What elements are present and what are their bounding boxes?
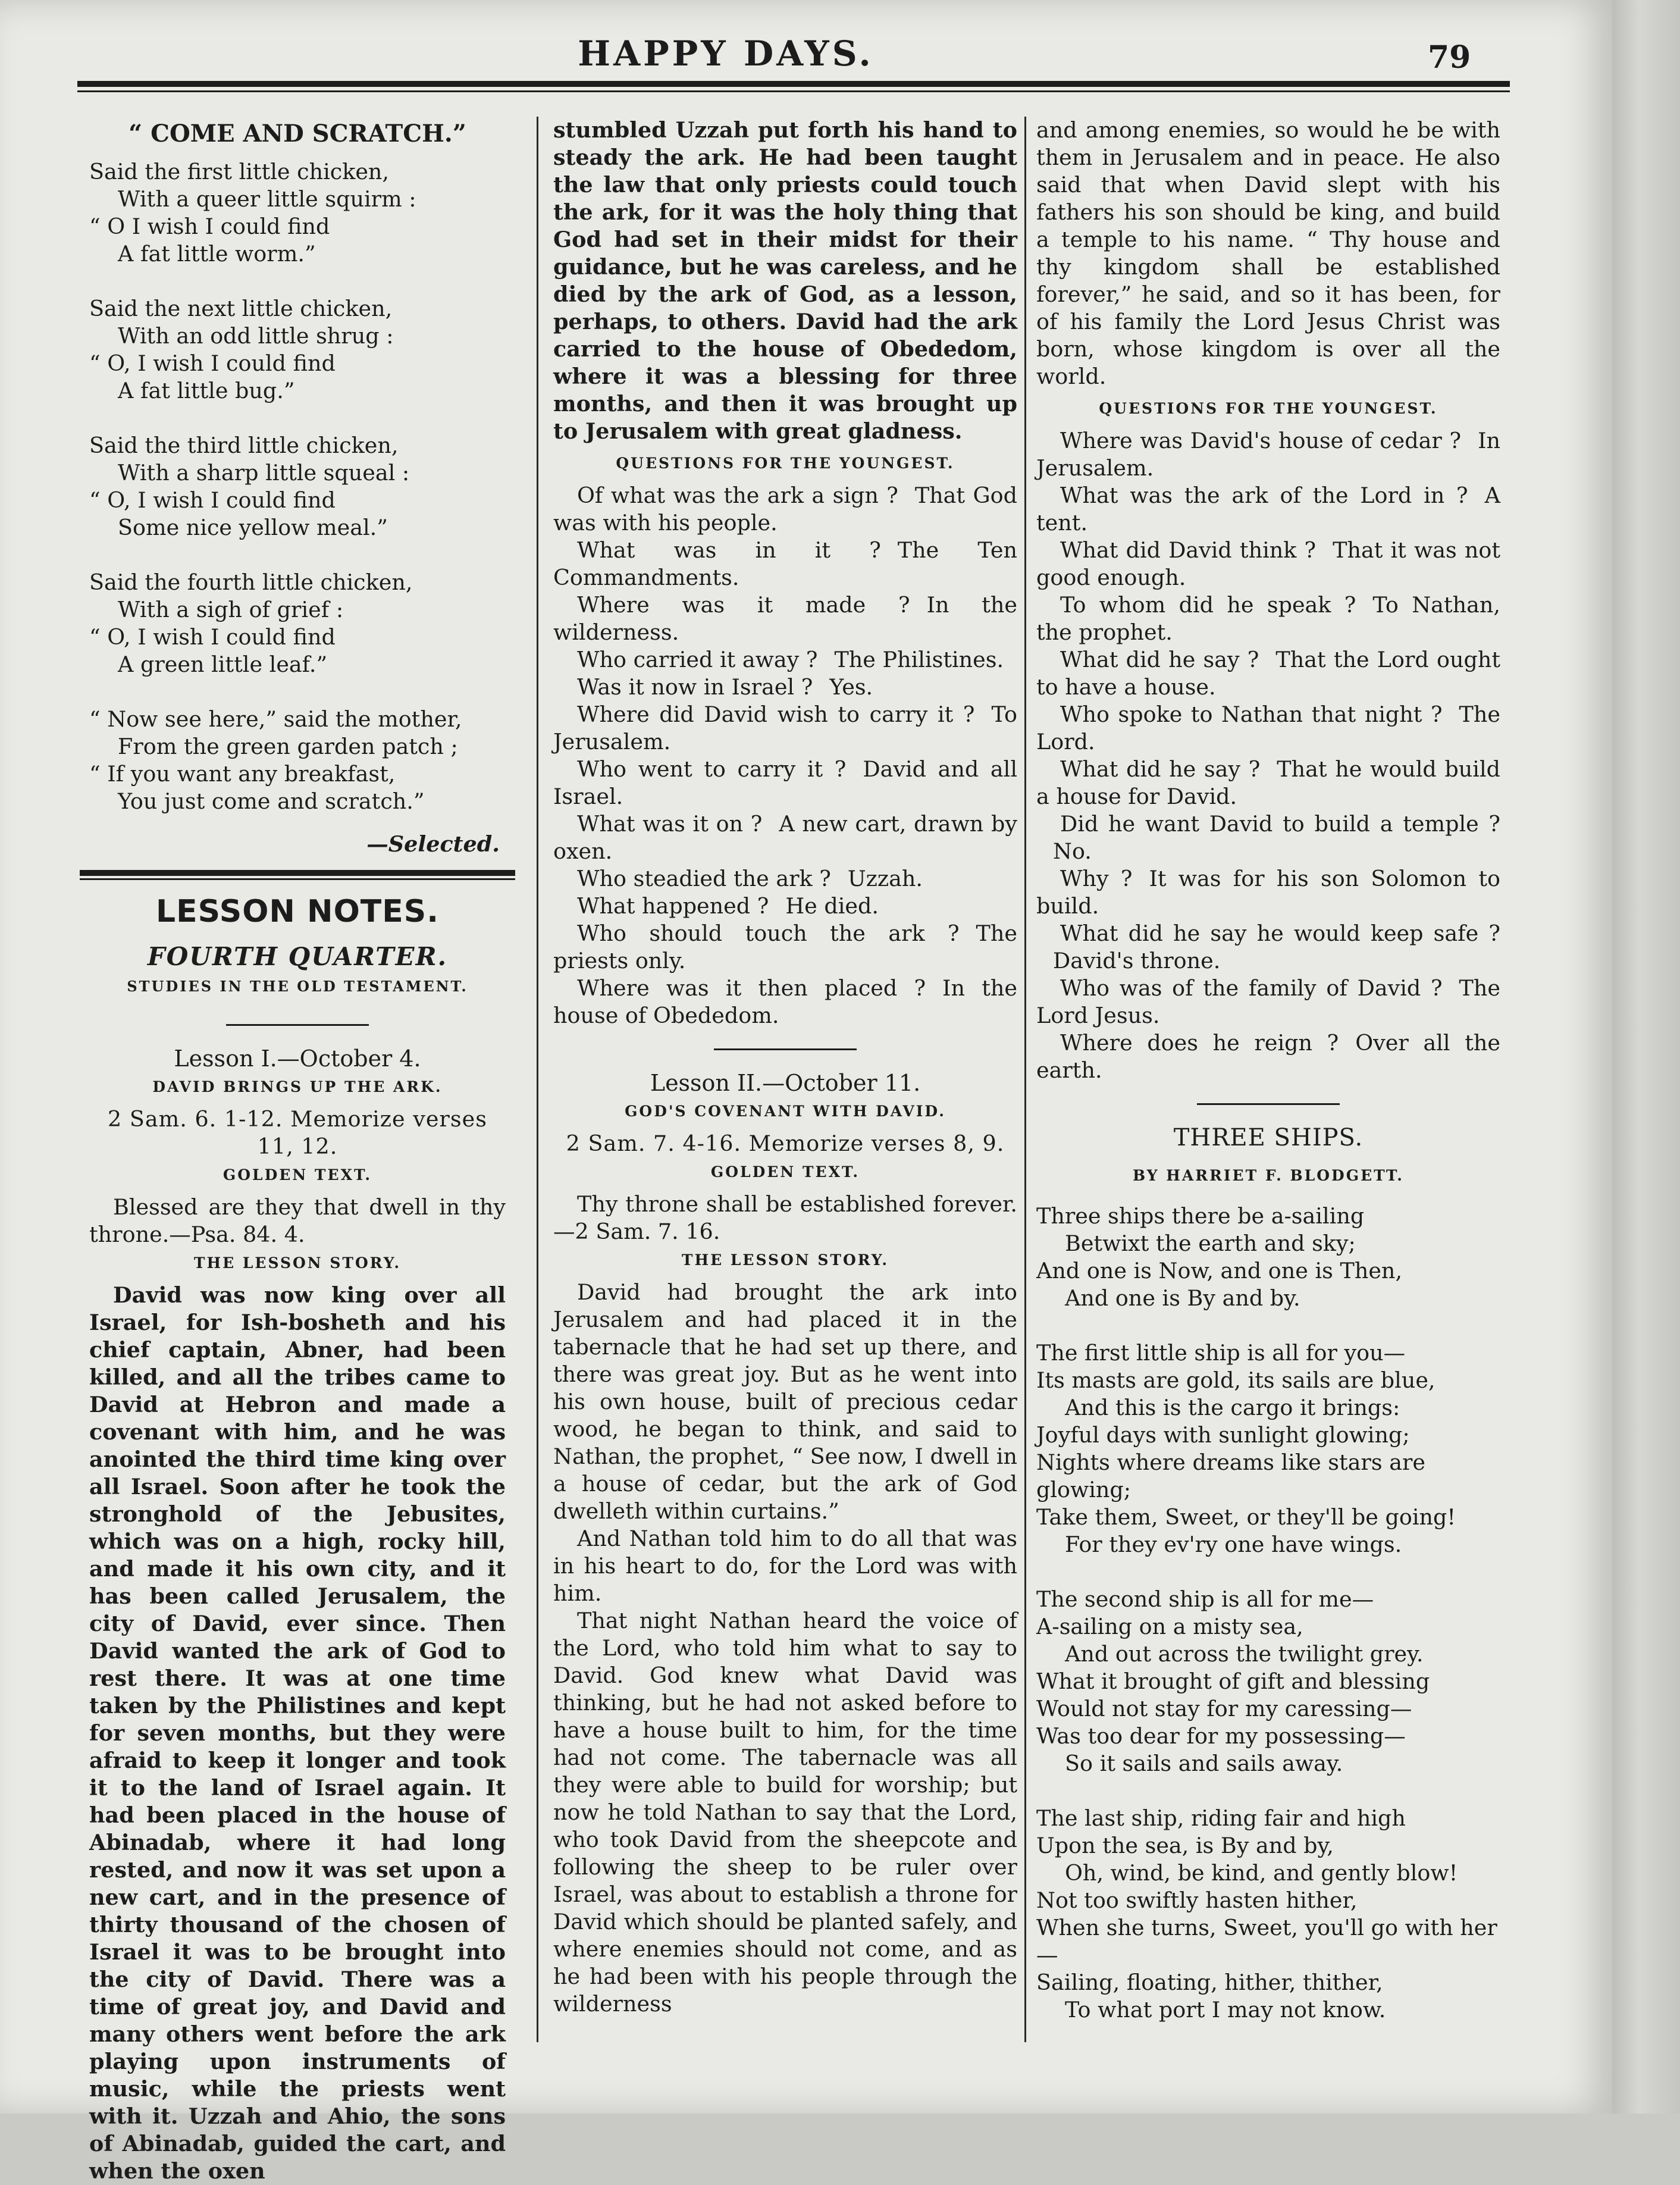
poem-line: And one is Now, and one is Then,: [1036, 1258, 1403, 1284]
question: Of what was the ark a sign ?: [577, 483, 898, 508]
answer: Yes.: [829, 674, 873, 700]
poem-stanza: [1036, 1203, 1500, 1312]
question-item: [1036, 701, 1500, 756]
answer: The Philistines.: [834, 647, 1004, 672]
golden-text-label: GOLDEN TEXT.: [710, 1163, 860, 1181]
poem-stanza: [89, 569, 506, 678]
poem-line: With a sharp little squeal :: [118, 460, 410, 486]
poem-line: A-sailing on a misty sea,: [1036, 1614, 1303, 1639]
poem-line: What it brought of gift and blessing: [1036, 1669, 1430, 1694]
ships-poem: [1036, 1203, 1500, 2024]
poem-byline: BY HARRIET F. BLODGETT.: [1133, 1167, 1404, 1184]
lesson-2-story-continued: and among enemies, so would he be with them in Jerusalem and in peace. He also said that when David slept with his fathers his son should be king, and build a temple to his name. “ Thy house and thy kingdom shall be established forever,” he said, and so it has been, for of his family the Lord Jesus Christ was born, whose kingdom is over all the world.: [1036, 117, 1500, 389]
lesson-2-title: GOD'S COVENANT WITH DAVID.: [625, 1103, 946, 1120]
poem-line: And one is By and by.: [1065, 1285, 1300, 1311]
quarter-heading: FOURTH QUARTER.: [147, 942, 448, 971]
poem-line: “ If you want any breakfast,: [89, 761, 396, 787]
poem-line: And out across the twilight grey.: [1065, 1641, 1424, 1667]
poem-stanza: [89, 158, 506, 268]
question-item: [553, 482, 1017, 537]
poem-line: A fat little bug.”: [118, 378, 295, 403]
poem-signature: —Selected.: [366, 831, 500, 857]
question-item: [1036, 865, 1500, 920]
section-rule-thin: [80, 878, 515, 880]
poem-line: Was too dear for my possessing—: [1036, 1723, 1406, 1749]
question: Who steadied the ark ?: [577, 866, 831, 891]
lesson-2-story-paragraph: And Nathan told him to do all that was in his heart to do, for the Lord was with him.: [553, 1526, 1017, 1606]
short-divider: [1197, 1103, 1340, 1105]
question-item: [553, 701, 1017, 756]
answer: It was for his son Solomon to build.: [1036, 866, 1500, 919]
question-item: [553, 674, 1017, 701]
question: What did he say ?: [1060, 647, 1259, 672]
answer: That God was with his people.: [553, 483, 1017, 536]
column-divider: [537, 117, 538, 2042]
question-item: [1036, 920, 1500, 975]
poem-title: THREE SHIPS.: [1173, 1124, 1364, 1151]
answer: In the house of Obededom.: [553, 975, 1017, 1028]
poem-line: You just come and scratch.”: [118, 788, 425, 814]
questions-label: QUESTIONS FOR THE YOUNGEST.: [1099, 400, 1438, 417]
poem-line: To what port I may not know.: [1065, 1997, 1386, 2023]
question-item: [1036, 1029, 1500, 1084]
poem-line: A fat little worm.”: [118, 241, 316, 267]
poem-line: Oh, wind, be kind, and gently blow!: [1065, 1860, 1458, 1886]
poem-stanza: [89, 432, 506, 541]
poem-line: Said the next little chicken,: [89, 296, 393, 321]
column-divider: [1024, 117, 1026, 2042]
question-item: [553, 893, 1017, 920]
question-item: [553, 646, 1017, 674]
poem-line: Said the first little chicken,: [89, 159, 390, 184]
page-edge-shadow: [1612, 0, 1680, 2114]
answer: That it was not good enough.: [1036, 537, 1500, 590]
lesson-1-questions: [553, 482, 1017, 1029]
answer: To Jerusalem.: [553, 702, 1017, 755]
question-item: [1036, 482, 1500, 537]
lesson-1-story-continued: stumbled Uzzah put forth his hand to steady the ark. He had been taught the law that only priests could touch the ark, for it was the holy thing that God had set in their midst for their guidance, but he was careless, and he died by the ark of God, as a lesson, perhaps, to others. David had the ark carried to the house of Obededom, where it was a blessing for three months, and then it was brought up to Jerusalem with great gladness.: [553, 117, 1017, 444]
question-item: [553, 975, 1017, 1029]
poem-line: “ O, I wish I could find: [89, 624, 336, 650]
answer: Over all the earth.: [1036, 1030, 1500, 1083]
lesson-2-story-paragraph: That night Nathan heard the voice of the Lord, who told him what to say to David. God knew what David was thinking, but he had not asked before to have a house built to him, for the time had not come. The tabernacle was all they were able to build for worship; but now he told Nathan to say that the Lord, who took David from the sheepcote and following the sheep to be ruler over Israel, was about to establish a throne for David which should be planted safely, and where enemies should not come, and as he had been with his people through the wilderness: [553, 1608, 1017, 2017]
answer: In Jerusalem.: [1036, 428, 1500, 481]
poem-stanza: [89, 295, 506, 405]
poem-line: For they ev'ry one have wings.: [1065, 1532, 1402, 1557]
poem-line: Upon the sea, is By and by,: [1036, 1833, 1334, 1858]
poem-line: Nights where dreams like stars are glowing;: [1036, 1450, 1426, 1502]
question: What did he say he would keep safe ?: [1060, 921, 1500, 946]
poem-stanza: [89, 706, 506, 815]
question: Where was David's house of cedar ?: [1060, 428, 1462, 453]
studies-subheading: STUDIES IN THE OLD TESTAMENT.: [127, 978, 468, 995]
question-item: [1036, 975, 1500, 1029]
poem-line: Said the third little chicken,: [89, 433, 399, 458]
answer: To Nathan, the prophet.: [1036, 592, 1500, 645]
lesson-1-heading: Lesson I.—October 4.: [174, 1045, 421, 1072]
poem-line: The first little ship is all for you—: [1036, 1340, 1406, 1366]
poem-line: Said the fourth little chicken,: [89, 569, 413, 595]
poem-line: “ O I wish I could find: [89, 214, 330, 239]
poem-line: With an odd little shrug :: [118, 323, 394, 349]
lesson-2-story-paragraph: David had brought the ark into Jerusalem and had placed it in the tabernacle that he had set up there, and there was great joy. But as he went into his own house, built of precious cedar wood, he began to think, and said to Nathan, the prophet, “ See now, I dwell in a house of cedar, but the ark of God dwelleth within curtains.”: [553, 1279, 1017, 1524]
poem-line: Sailing, floating, hither, thither,: [1036, 1970, 1383, 1995]
poem-line: So it sails and sails away.: [1065, 1751, 1343, 1776]
golden-text: Thy throne shall be established forever. —2 Sam. 7. 16.: [553, 1191, 1017, 1244]
answer: The Ten Commandments.: [553, 537, 1017, 590]
poem-line: Some nice yellow meal.”: [118, 515, 388, 540]
masthead-title: HAPPY DAYS.: [578, 33, 874, 74]
question: Who carried it away ?: [577, 647, 818, 672]
question: What did he say ?: [1060, 756, 1261, 782]
short-divider: [714, 1048, 857, 1050]
question: Where was it then placed ?: [577, 975, 926, 1001]
lesson-2-reference: 2 Sam. 7. 4-16. Memorize verses 8, 9.: [566, 1131, 1005, 1156]
question: Who went to carry it ?: [577, 756, 847, 782]
question: What was it on ?: [577, 811, 763, 837]
poem-line: “ O, I wish I could find: [89, 487, 336, 513]
poem-line: From the green garden patch ;: [118, 734, 458, 759]
poem-line: With a queer little squirm :: [118, 186, 416, 212]
question: Who should touch the ark ?: [577, 921, 960, 946]
question-item: [553, 537, 1017, 591]
poem-stanza: [1036, 1586, 1500, 1777]
poem-line: A green little leaf.”: [118, 652, 328, 677]
golden-text: Blessed are they that dwell in thy throne.—Psa. 84. 4.: [89, 1194, 506, 1247]
lesson-1-title: DAVID BRINGS UP THE ARK.: [152, 1078, 443, 1095]
answer: A tent.: [1036, 483, 1500, 536]
answer: In the wilderness.: [553, 592, 1017, 645]
poem-stanza: [1036, 1805, 1500, 2024]
question: What was the ark of the Lord in ?: [1060, 483, 1468, 508]
question-item: [553, 810, 1017, 865]
poem-line: “ O, I wish I could find: [89, 350, 336, 376]
question: Where did David wish to carry it ?: [577, 702, 975, 727]
question-item: [1036, 591, 1500, 646]
answer: David and all Israel.: [553, 756, 1017, 809]
lesson-1-reference: 2 Sam. 6. 1-12. Memorize verses 11, 12.: [108, 1106, 487, 1159]
lesson-2-heading: Lesson II.—October 11.: [650, 1070, 921, 1096]
lesson-1-story: David was now king over all Israel, for Ish-bosheth and his chief captain, Abner, had been killed, and all the tribes came to David at Hebron and made a covenant with him, and he was anointed the third time king over all Israel. Soon after he took the stronghold of the Jebusites, which was on a high, rocky hill, and made it his own city, and it has been called Jerusalem, the city of David, ever since. Then David wanted the ark of God to rest there. It was at one time taken by the Philistines and kept for seven months, but they were afraid to keep it longer and took it to the land of Israel again. It had been placed in the house of Abinadab, where it had long rested, and now it was set upon a new cart, and in the presence of thirty thousand of the chosen of Israel it was to be brought into the city of David. There was a time of great joy, and David and many others went before the ark playing upon instruments of music, while the priests went with it. Uzzah and Ahio, the sons of Abinadab, guided the cart, and when the oxen: [89, 1282, 506, 2184]
question: Did he want David to build a temple ?: [1060, 811, 1500, 837]
question: What happened ?: [577, 893, 769, 919]
question: Who spoke to Nathan that night ?: [1060, 702, 1443, 727]
poem-line: When she turns, Sweet, you'll go with her—: [1036, 1915, 1497, 1968]
answer: The priests only.: [553, 921, 1017, 973]
answer: That he would build a house for David.: [1036, 756, 1500, 809]
poem-line: Joyful days with sunlight glowing;: [1036, 1422, 1410, 1448]
answer: No.: [1053, 838, 1092, 864]
question-item: [1036, 810, 1500, 865]
question: What was in it ?: [577, 537, 881, 563]
header-rule-thin: [77, 90, 1510, 92]
question: Where does he reign ?: [1060, 1030, 1339, 1056]
question: To whom did he speak ?: [1060, 592, 1356, 618]
column-3: [1036, 117, 1500, 2051]
question-item: [1036, 427, 1500, 482]
answer: He died.: [785, 893, 879, 919]
question-item: [553, 920, 1017, 975]
question: Where was it made ?: [577, 592, 910, 618]
question-item: [1036, 646, 1500, 701]
poem-line: Its masts are gold, its sails are blue,: [1036, 1367, 1435, 1393]
poem-line: Not too swiftly hasten hither,: [1036, 1887, 1358, 1913]
chicken-poem: [89, 158, 506, 815]
answer: David's throne.: [1053, 948, 1221, 973]
answer: A new cart, drawn by oxen.: [553, 811, 1017, 864]
answer: Uzzah.: [847, 866, 923, 891]
question: Who was of the family of David ?: [1060, 975, 1443, 1001]
poem-line: Three ships there be a-sailing: [1036, 1203, 1365, 1229]
poem-line: The second ship is all for me—: [1036, 1586, 1374, 1612]
poem-line: Betwixt the earth and sky;: [1065, 1231, 1356, 1256]
question: What did David think ?: [1060, 537, 1317, 563]
question-item: [553, 756, 1017, 810]
question: Why ?: [1060, 866, 1133, 891]
answer: The Lord.: [1036, 702, 1500, 755]
question-item: [553, 865, 1017, 893]
poem-line: The last ship, riding fair and high: [1036, 1805, 1406, 1831]
poem-line: Would not stay for my caressing—: [1036, 1696, 1412, 1721]
lesson-story-label: THE LESSON STORY.: [681, 1251, 889, 1269]
answer: That the Lord ought to have a house.: [1036, 647, 1500, 700]
column-1: [89, 117, 506, 2185]
poem-line: “ Now see here,” said the mother,: [89, 706, 462, 732]
poem-line: With a sigh of grief :: [118, 597, 344, 622]
poem-line: Take them, Sweet, or they'll be going!: [1036, 1504, 1456, 1530]
poem-line: And this is the cargo it brings:: [1065, 1395, 1400, 1420]
poem-title: “ COME AND SCRATCH.”: [128, 120, 466, 148]
section-rule: [80, 870, 515, 876]
page-number: 79: [1428, 39, 1471, 76]
golden-text-label: GOLDEN TEXT.: [222, 1166, 372, 1184]
lesson-notes-heading: LESSON NOTES.: [156, 894, 439, 929]
poem-stanza: [1036, 1339, 1500, 1558]
short-divider: [226, 1024, 369, 1026]
question-item: [1036, 537, 1500, 591]
question-item: [1036, 756, 1500, 810]
question-item: [553, 591, 1017, 646]
header-rule: [77, 81, 1510, 87]
question: Was it now in Israel ?: [577, 674, 813, 700]
column-2: [553, 117, 1017, 2018]
lesson-story-label: THE LESSON STORY.: [193, 1254, 402, 1272]
lesson-2-questions: [1036, 427, 1500, 1084]
questions-label: QUESTIONS FOR THE YOUNGEST.: [616, 455, 955, 472]
answer: The Lord Jesus.: [1036, 975, 1500, 1028]
